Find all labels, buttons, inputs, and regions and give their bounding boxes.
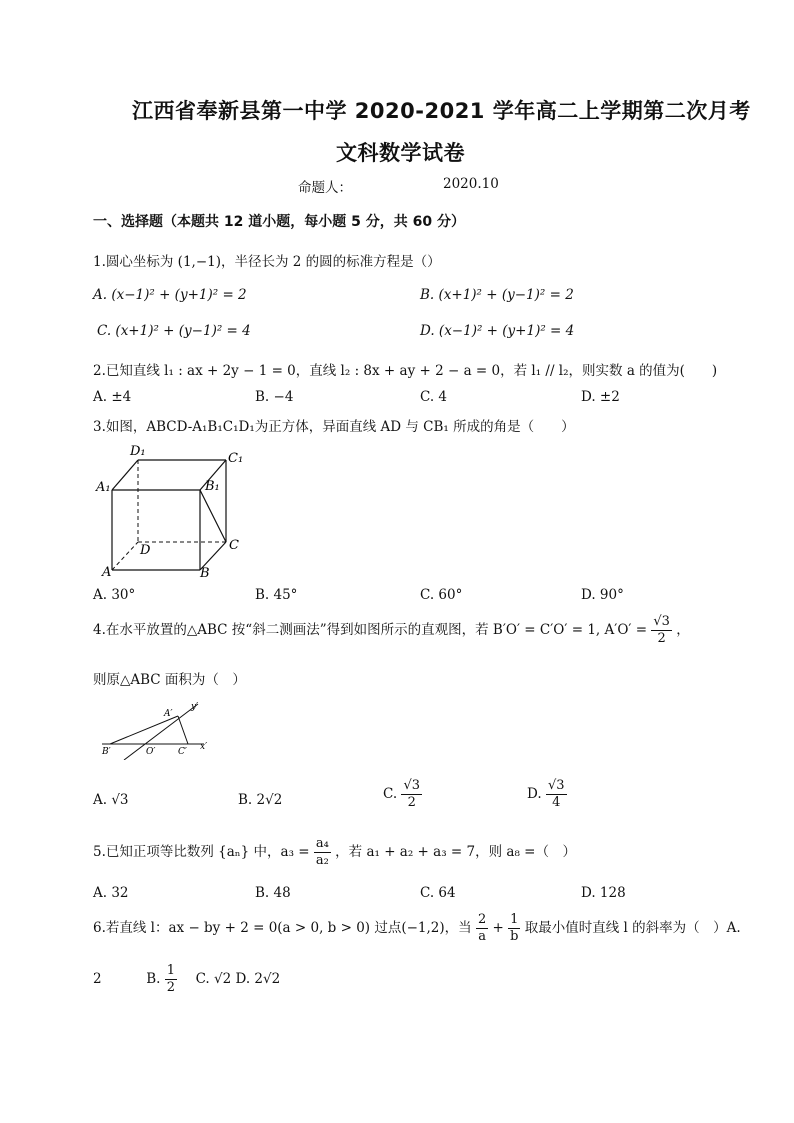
q1-option-c: C. (x+1)² + (y−1)² = 4 [97, 323, 251, 339]
q3-stem: 3.如图，ABCD-A₁B₁C₁D₁为正方体，异面直线 AD 与 CB₁ 所成的角是（ ） [93, 419, 575, 435]
q4-fraction-den: 2 [657, 631, 666, 646]
q2-option-a: A. ±4 [93, 389, 132, 405]
q3-option-c: C. 60° [420, 587, 463, 603]
q5-stem-tail: ，若 a₁ + a₂ + a₃ = 7，则 a₈ =（ ） [335, 844, 576, 860]
exam-date: 2020.10 [443, 176, 499, 192]
q5-option-d: D. 128 [581, 885, 626, 901]
cube-label-b: B [200, 566, 210, 581]
fig-label-o: O′ [146, 747, 156, 757]
q4-option-d-num: √3 [547, 778, 565, 793]
q4-option-a: A. √3 [93, 792, 129, 808]
q4-option-c-label: C. [383, 786, 398, 802]
q4-fraction [651, 614, 672, 647]
q6-fraction-2-num: 1 [510, 912, 519, 927]
fig-label-x: x′ [200, 742, 208, 752]
q6-option-b-num: 1 [166, 963, 175, 978]
q1-stem: 1.圆心坐标为 (1,−1)，半径长为 2 的圆的标准方程是（） [93, 254, 441, 270]
q4-option-d-den: 4 [552, 795, 561, 810]
q5-stem [93, 836, 576, 869]
cube-label-d1: D₁ [130, 444, 146, 459]
q1-option-b: B. (x+1)² + (y−1)² = 2 [420, 287, 574, 303]
q6-fraction-2 [508, 912, 520, 945]
exam-title-line1: 江西省奉新县第一中学 2020-2021 学年高二上学期第二次月考 [132, 99, 751, 123]
q6-stem-text: 6.若直线 l：ax − by + 2 = 0(a > 0, b > 0) 过点(−1,2)，当 [93, 920, 472, 936]
q6-fraction-2-den: b [510, 929, 519, 944]
q4-option-c-frac [401, 778, 422, 811]
cube-label-c1: C₁ [228, 451, 244, 466]
q6-stem [93, 912, 741, 945]
q4-option-c-num: √3 [403, 778, 420, 793]
q4-stem-line2: 则原△ABC 面积为（ ） [93, 672, 246, 688]
fig-label-b: B′ [102, 747, 111, 757]
q4-stem-tail: ， [676, 622, 690, 638]
q6-line2 [93, 963, 280, 996]
fig-label-c: C′ [178, 747, 187, 757]
q3-option-d: D. 90° [581, 587, 624, 603]
q4-option-d-frac [546, 778, 567, 811]
q5-fraction [314, 836, 331, 869]
exam-title-line2: 文科数学试卷 [336, 141, 465, 165]
q6-option-b-den: 2 [166, 980, 175, 995]
q5-option-a: A. 32 [93, 885, 129, 901]
cube-label-c: C [229, 538, 239, 553]
q2-option-b: B. −4 [255, 389, 294, 405]
q4-stem-text: 4.在水平放置的△ABC 按“斜二测画法”得到如图所示的直观图，若 B′O′ = C′O′ = 1, A′O′ = [93, 622, 648, 638]
q6-fraction-1-den: a [478, 929, 486, 944]
cube-label-a: A [102, 565, 112, 580]
q1-option-d: D. (x−1)² + (y+1)² = 4 [420, 323, 575, 339]
q4-stem-line1 [93, 614, 690, 647]
q4-option-b: B. 2√2 [238, 792, 283, 808]
q5-fraction-den: a₂ [315, 853, 329, 868]
author-label: 命题人： [298, 180, 352, 196]
q2-stem: 2.已知直线 l₁ : ax + 2y − 1 = 0，直线 l₂ : 8x + ay + 2 − a = 0，若 l₁ // l₂，则实数 a 的值为( ) [93, 363, 718, 379]
fig-label-y: y′ [191, 702, 199, 712]
q5-stem-text: 5.已知正项等比数列 {aₙ} 中，a₃ = [93, 844, 310, 860]
section-heading: 一、选择题（本题共 12 道小题，每小题 5 分，共 60 分） [93, 214, 465, 230]
q4-option-c-den: 2 [407, 795, 416, 810]
cube-figure [90, 438, 260, 583]
q1-option-a: A. (x−1)² + (y+1)² = 2 [93, 287, 247, 303]
q6-option-b-label: B. [146, 971, 161, 987]
fig-label-a: A′ [164, 709, 173, 719]
cube-label-b1: B₁ [205, 479, 220, 494]
q6-option-d: D. 2√2 [235, 971, 281, 987]
q6-plus: + [492, 920, 504, 936]
oblique-figure [96, 698, 226, 760]
q5-option-c: C. 64 [420, 885, 456, 901]
q4-option-d-label: D. [527, 786, 542, 802]
q3-option-b: B. 45° [255, 587, 298, 603]
q2-option-d: D. ±2 [581, 389, 620, 405]
q4-option-c [383, 778, 422, 811]
q2-option-c: C. 4 [420, 389, 448, 405]
q3-option-a: A. 30° [93, 587, 136, 603]
cube-label-d: D [140, 543, 151, 558]
q6-stem-tail: 取最小值时直线 l 的斜率为（ ）A. [524, 920, 741, 936]
q4-fraction-num: √3 [653, 614, 670, 629]
q6-option-a-value: 2 [93, 971, 102, 987]
cube-label-a1: A₁ [96, 480, 111, 495]
q4-option-d [527, 778, 567, 811]
q5-fraction-num: a₄ [315, 836, 329, 851]
q6-fraction-1-num: 2 [477, 912, 487, 927]
q6-option-c: C. √2 [195, 971, 232, 987]
q5-option-b: B. 48 [255, 885, 291, 901]
q6-fraction-1 [476, 912, 488, 945]
q6-option-b-frac [165, 963, 177, 996]
